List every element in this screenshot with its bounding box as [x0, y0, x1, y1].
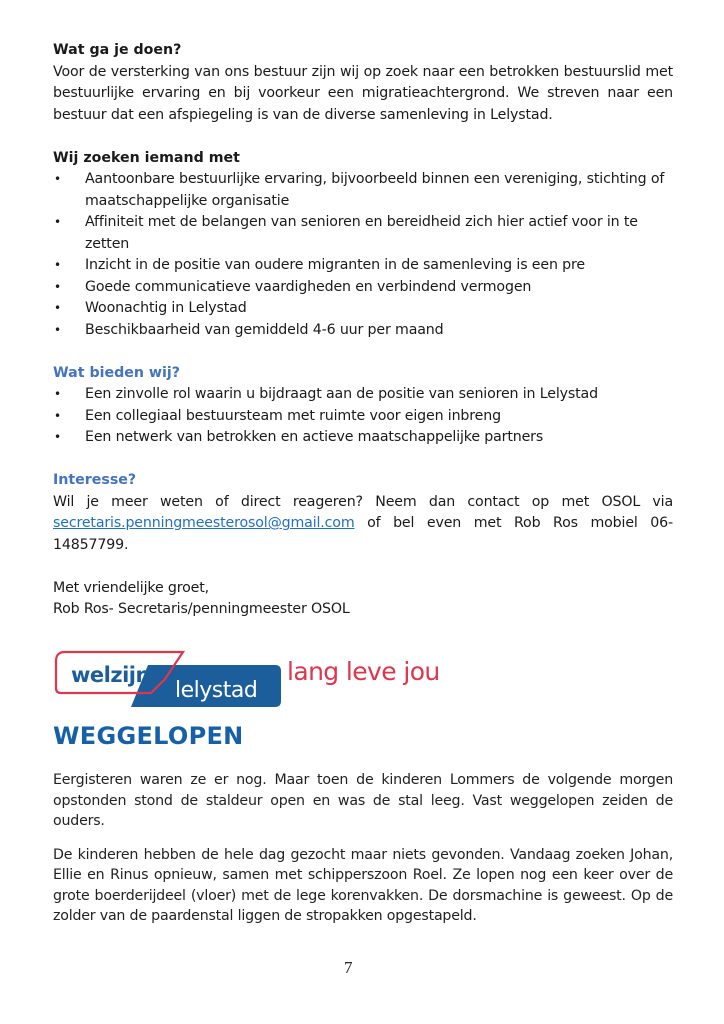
list-item: • Inzicht in de positie van oudere migranten in de samenleving is een pre	[53, 255, 673, 277]
greeting: Met vriendelijke groet,	[53, 579, 209, 596]
page-number: 7	[344, 958, 353, 977]
signature: Rob Ros- Secretaris/penningmeester OSOL	[53, 601, 350, 617]
list-item: • Een netwerk van betrokken en actieve maatschappelijke partners	[53, 427, 673, 449]
article-paragraph: Eergisteren waren ze er nog. Maar toen de kinderen Lommers de volgende morgen opstonden stond de staldeur open en was de stal leeg. Vast weggelopen zeiden de ouders.	[53, 772, 673, 829]
requirements-list	[53, 169, 673, 341]
article-body	[53, 770, 673, 927]
article-paragraph: De kinderen hebben de hele dag gezocht maar niets gevonden. Vandaag zoeken Johan, Ellie en Rinus opnieuw, samen met schipperszoon Roel. Ze lopen nog een keer over de grote boerderijdeel (vloer) met de lege korenvakken. De dorsmachine is geweest. Op de zolder van de paardenstal liggen de stropakken opgestapeld.	[53, 846, 673, 924]
bullet-icon: •	[54, 430, 61, 444]
bullet-icon: •	[54, 258, 61, 272]
article-title: WEGGELOPEN	[53, 722, 244, 750]
bullet-icon: •	[54, 408, 61, 423]
bullet-icon: •	[54, 387, 61, 401]
heading-wat-ga-je-doen: Wat ga je doen?	[53, 42, 182, 58]
logo-mark-icon	[53, 649, 283, 711]
heading-wij-zoeken: Wij zoeken iemand met	[53, 149, 240, 166]
bullet-icon: •	[54, 301, 61, 315]
logo-slogan: lang leve jou	[287, 657, 440, 686]
list-item: • Een collegiaal bestuursteam met ruimte voor eigen inbreng	[53, 406, 673, 428]
doen-body: Voor de versterking van ons bestuur zijn wij op zoek naar een betrokken bestuurslid met bestuurlijke ervaring en bij voorkeur een migratieachtergrond. We streven naar een bestuur dat een afspiegeling is van de diverse samenleving in Lelystad.	[53, 63, 673, 123]
list-item: • Een zinvolle rol waarin u bijdraagt aan de positie van senioren in Lelystad	[53, 384, 673, 406]
bullet-icon: •	[54, 279, 61, 294]
heading-interesse: Interesse?	[53, 472, 137, 488]
offer-list	[53, 384, 673, 449]
email-link[interactable]: secretaris.penningmeesterosol@gmail.com	[53, 515, 355, 531]
bullet-icon: •	[54, 172, 61, 186]
list-item: • Beschikbaarheid van gemiddeld 4-6 uur per maand	[53, 320, 673, 342]
list-item: • Aantoonbare bestuurlijke ervaring, bijvoorbeeld binnen een vereniging, stichting of maatschappelijke organisatie	[54, 171, 665, 209]
welzijn-lelystad-logo	[53, 649, 673, 709]
interesse-body: Wil je meer weten of direct reageren? Neem dan contact op met OSOL via secretaris.penningmeesterosol@gmail.com of bel even met Rob Ros mobiel 06-14857799.	[53, 493, 673, 553]
bullet-icon: •	[54, 215, 61, 229]
logo-word-welzijn: welzijn	[71, 663, 150, 687]
list-item: • Goede communicatieve vaardigheden en verbindend vermogen	[53, 277, 673, 299]
logo-word-lelystad: lelystad	[175, 678, 258, 703]
vacancy-section	[53, 40, 673, 621]
list-item: • Affiniteit met de belangen van senioren en bereidheid zich hier actief voor in te zetten	[54, 214, 638, 252]
bullet-icon: •	[54, 322, 61, 337]
heading-wat-bieden-wij: Wat bieden wij?	[53, 364, 180, 381]
list-item: • Woonachtig in Lelystad	[53, 298, 673, 320]
